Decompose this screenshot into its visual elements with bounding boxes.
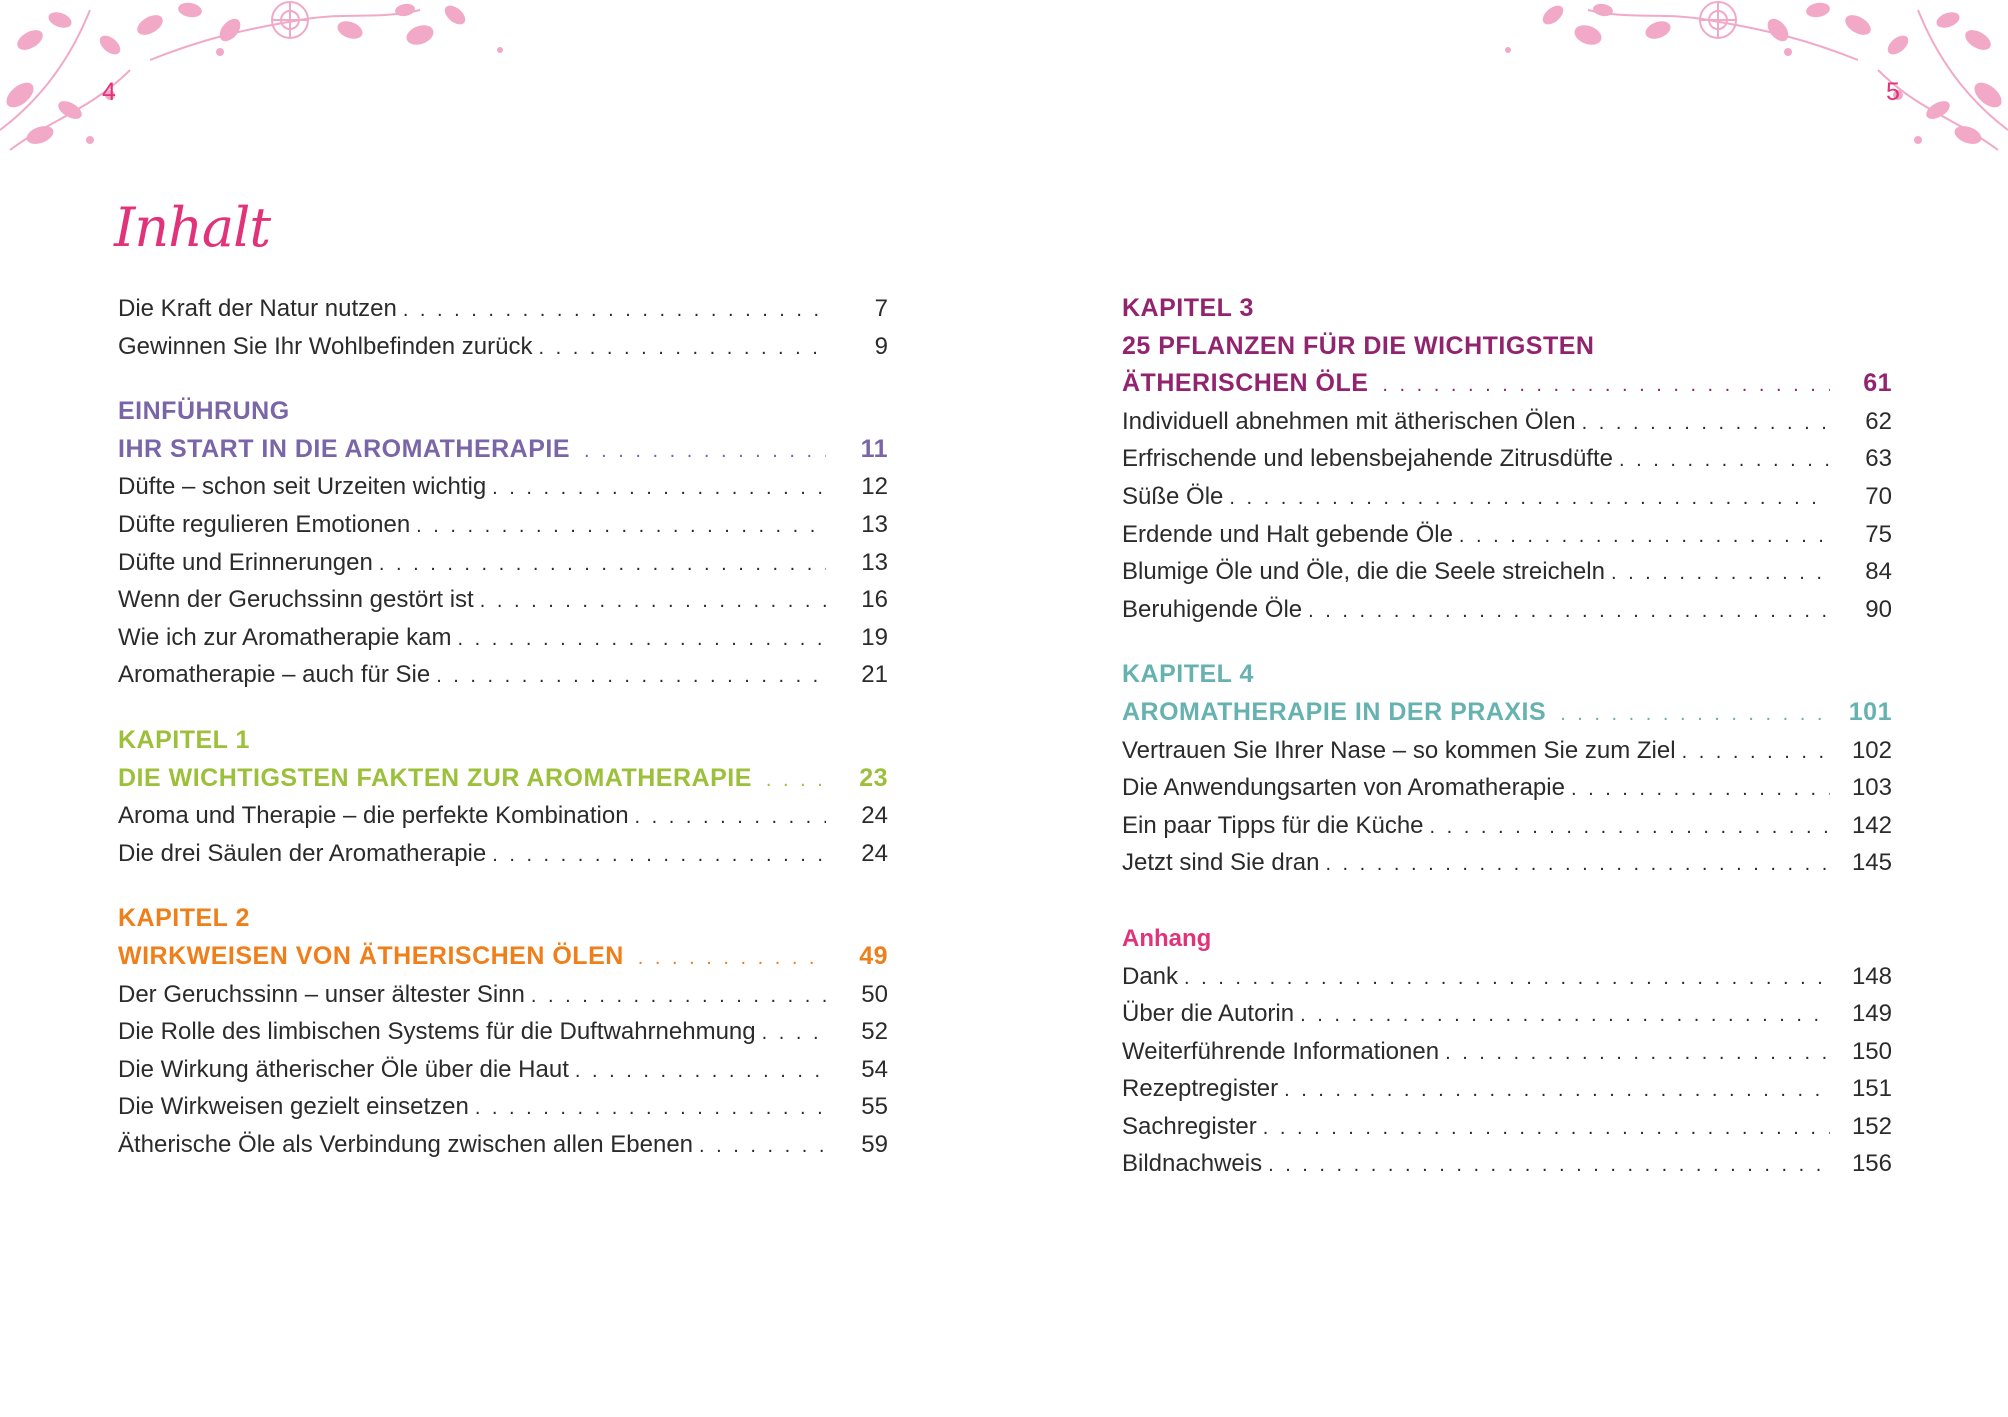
toc-entry-label: Die Wirkweisen gezielt einsetzen xyxy=(118,1093,469,1121)
toc-entry[interactable] xyxy=(1122,478,1892,516)
toc-entry[interactable] xyxy=(1122,403,1892,441)
section-page: 11 xyxy=(860,434,888,463)
section-heading-kapitel-4-title[interactable] xyxy=(1122,694,1892,732)
toc-entry-page: 152 xyxy=(1851,1112,1892,1140)
dot-leader xyxy=(584,433,826,471)
section-page: 49 xyxy=(859,941,888,970)
spacer xyxy=(118,694,888,722)
toc-entry[interactable] xyxy=(118,468,888,506)
toc-entry[interactable] xyxy=(1122,1033,1892,1071)
toc-entry[interactable] xyxy=(118,328,888,366)
toc-entry-label: Über die Autorin xyxy=(1122,1000,1295,1028)
toc-entry-label: Ätherische Öle als Verbindung zwischen allen Ebenen xyxy=(118,1130,694,1158)
toc-entry-page: 62 xyxy=(1865,407,1892,435)
toc-entry-label: Ein paar Tipps für die Küche xyxy=(1122,811,1424,839)
page-number: 5 xyxy=(1886,78,1900,106)
dot-leader xyxy=(492,837,826,875)
toc-entry[interactable] xyxy=(1122,769,1892,807)
section-heading-kapitel-2: KAPITEL 2 xyxy=(118,904,250,933)
toc-entry-label: Bildnachweis xyxy=(1122,1150,1263,1178)
toc-entry-page: 13 xyxy=(861,510,888,538)
section-heading-kapitel-1: KAPITEL 1 xyxy=(118,725,250,754)
floral-ornament-icon xyxy=(1468,0,2008,160)
dot-leader xyxy=(1229,480,1830,518)
toc-entry-label: Sachregister xyxy=(1122,1112,1257,1140)
toc-entry-label: Jetzt sind Sie dran xyxy=(1122,849,1320,877)
dot-leader xyxy=(1300,997,1830,1035)
toc-entry-label: Erfrischende und lebensbejahende Zitrusdüfte xyxy=(1122,445,1613,473)
dot-leader xyxy=(1430,809,1830,847)
dot-leader xyxy=(480,583,826,621)
toc-entry[interactable] xyxy=(118,581,888,619)
toc-entry-page: 13 xyxy=(861,548,888,576)
toc-entry-label: Düfte – schon seit Urzeiten wichtig xyxy=(118,473,487,501)
section-heading-einfuehrung: EINFÜHRUNG xyxy=(118,397,290,426)
toc-entry[interactable] xyxy=(1122,958,1892,996)
section-heading-kapitel-3: KAPITEL 3 xyxy=(1122,294,1254,322)
floral-ornament-icon xyxy=(0,0,540,160)
toc-entry-page: 54 xyxy=(861,1055,888,1083)
toc-entry[interactable] xyxy=(1122,591,1892,629)
toc-entry-label: Die Kraft der Natur nutzen xyxy=(118,295,397,322)
toc-entry-label: Düfte regulieren Emotionen xyxy=(118,510,411,538)
section-heading-kapitel-4: KAPITEL 4 xyxy=(1122,660,1254,689)
dot-leader xyxy=(379,546,826,584)
toc-entry-page: 63 xyxy=(1865,445,1892,473)
toc-entry-page: 75 xyxy=(1865,520,1892,548)
toc-entry-page: 151 xyxy=(1851,1075,1892,1103)
toc-entry[interactable] xyxy=(118,544,888,582)
section-title-label: IHR START IN DIE AROMATHERAPIE xyxy=(118,434,571,463)
dot-leader xyxy=(457,621,826,659)
page-number: 4 xyxy=(102,78,116,106)
toc-entry[interactable] xyxy=(118,835,888,873)
toc-entry-page: 149 xyxy=(1851,1000,1892,1028)
dot-leader xyxy=(1445,1035,1830,1073)
toc-entry-page: 145 xyxy=(1851,849,1892,877)
section-page: 61 xyxy=(1863,369,1892,398)
toc-entry-label: Aroma und Therapie – die perfekte Kombination xyxy=(118,802,629,830)
toc-entry-page: 103 xyxy=(1851,774,1892,802)
toc-entry-page: 12 xyxy=(861,473,888,501)
toc-entry-label: Rezeptregister xyxy=(1122,1075,1279,1103)
toc-entry-label: Dank xyxy=(1122,962,1179,990)
toc-entry-label: Wie ich zur Aromatherapie kam xyxy=(118,623,452,651)
toc-entry[interactable] xyxy=(1122,807,1892,845)
dot-leader xyxy=(1571,771,1830,809)
dot-leader xyxy=(416,508,826,546)
toc-entry[interactable] xyxy=(1122,553,1892,591)
dot-leader xyxy=(766,762,826,800)
toc-entry[interactable] xyxy=(118,1051,888,1089)
toc-entry-label: Der Geruchssinn – unser ältester Sinn xyxy=(118,980,525,1008)
page-title: Inhalt xyxy=(114,196,271,259)
toc-entry-page: 150 xyxy=(1851,1037,1892,1065)
toc-entry-label: Aromatherapie – auch für Sie xyxy=(118,661,431,689)
toc-entry-label: Vertrauen Sie Ihrer Nase – so kommen Sie zum Ziel xyxy=(1122,736,1676,764)
toc-entry[interactable] xyxy=(1122,1070,1892,1108)
dot-leader xyxy=(1263,1110,1830,1148)
section-title-label: AROMATHERAPIE IN DER PRAXIS xyxy=(1122,697,1547,726)
dot-leader xyxy=(1382,367,1830,405)
dot-leader xyxy=(1284,1072,1830,1110)
toc-entry-page: 59 xyxy=(861,1130,888,1158)
toc-entry-label: Die drei Säulen der Aromatherapie xyxy=(118,839,487,867)
dot-leader xyxy=(1682,734,1830,772)
toc-entry-page: 84 xyxy=(1865,558,1892,586)
dot-leader xyxy=(762,1015,826,1053)
dot-leader xyxy=(531,978,826,1016)
toc-right xyxy=(1122,290,1892,1183)
toc-entry-label: Düfte und Erinnerungen xyxy=(118,548,373,576)
dot-leader xyxy=(1308,593,1830,631)
toc-entry-page: 19 xyxy=(861,623,888,651)
section-heading-kapitel-3-title-line: 25 PFLANZEN FÜR DIE WICHTIGSTEN xyxy=(1122,331,1595,360)
dot-leader xyxy=(492,470,826,508)
toc-entry-page: 90 xyxy=(1865,595,1892,623)
section-heading-kapitel-1-title[interactable] xyxy=(118,760,888,798)
toc-entry-page: 50 xyxy=(861,980,888,1008)
toc-entry[interactable] xyxy=(1122,440,1892,478)
dot-leader xyxy=(638,940,826,978)
dot-leader xyxy=(699,1128,826,1166)
dot-leader xyxy=(1582,405,1830,443)
section-heading-kapitel-2-title[interactable] xyxy=(118,938,888,976)
dot-leader xyxy=(1268,1147,1830,1185)
toc-entry-label: Die Rolle des limbischen Systems für die Duftwahrnehmung xyxy=(118,1018,756,1046)
toc-entry-page: 7 xyxy=(874,295,888,322)
toc-entry-label: Wenn der Geruchssinn gestört ist xyxy=(118,586,474,614)
toc-entry-page: 156 xyxy=(1851,1150,1892,1178)
toc-entry[interactable] xyxy=(118,976,888,1014)
section-page: 101 xyxy=(1848,697,1892,726)
toc-entry-page: 24 xyxy=(861,839,888,867)
toc-entry-label: Blumige Öle und Öle, die die Seele streicheln xyxy=(1122,558,1605,586)
toc-entry[interactable] xyxy=(118,1088,888,1126)
section-title-label: DIE WICHTIGSTEN FAKTEN ZUR AROMATHERAPIE xyxy=(118,763,752,792)
toc-entry[interactable] xyxy=(118,1013,888,1051)
spacer xyxy=(118,872,888,900)
toc-entry[interactable] xyxy=(118,656,888,694)
toc-entry[interactable] xyxy=(1122,844,1892,882)
toc-entry-label: Süße Öle xyxy=(1122,482,1224,510)
dot-leader xyxy=(1611,555,1830,593)
dot-leader xyxy=(1325,846,1830,884)
toc-entry-label: Beruhigende Öle xyxy=(1122,595,1303,623)
dot-leader xyxy=(1184,960,1830,998)
dot-leader xyxy=(1619,442,1830,480)
toc-entry[interactable] xyxy=(1122,995,1892,1033)
toc-entry[interactable] xyxy=(118,290,888,328)
section-title-label: ÄTHERISCHEN ÖLE xyxy=(1122,369,1369,398)
toc-entry-label: Weiterführende Informationen xyxy=(1122,1037,1440,1065)
dot-leader xyxy=(1459,518,1830,556)
toc-entry[interactable] xyxy=(1122,732,1892,770)
dot-leader xyxy=(1560,696,1830,734)
section-heading-kapitel-3-title[interactable] xyxy=(1122,365,1892,403)
dot-leader xyxy=(475,1090,826,1128)
toc-entry[interactable] xyxy=(118,619,888,657)
toc-entry[interactable] xyxy=(1122,1108,1892,1146)
toc-entry-label: Die Wirkung ätherischer Öle über die Haut xyxy=(118,1055,569,1083)
toc-entry[interactable] xyxy=(1122,1145,1892,1183)
spacer xyxy=(118,365,888,393)
toc-entry[interactable] xyxy=(118,1126,888,1164)
dot-leader xyxy=(538,330,826,368)
toc-entry[interactable] xyxy=(118,506,888,544)
toc-entry-page: 102 xyxy=(1851,736,1892,764)
toc-entry-page: 55 xyxy=(861,1093,888,1121)
section-page: 23 xyxy=(859,763,888,792)
spacer xyxy=(1122,882,1892,920)
toc-entry[interactable] xyxy=(118,797,888,835)
toc-entry-page: 21 xyxy=(861,661,888,689)
toc-entry-page: 70 xyxy=(1865,482,1892,510)
toc-entry-label: Erdende und Halt gebende Öle xyxy=(1122,520,1453,548)
toc-entry-page: 52 xyxy=(861,1018,888,1046)
toc-entry-label: Individuell abnehmen mit ätherischen Ölen xyxy=(1122,407,1576,435)
section-heading-anhang: Anhang xyxy=(1122,924,1212,952)
dot-leader xyxy=(436,658,826,696)
toc-entry[interactable] xyxy=(1122,516,1892,554)
section-title-label: WIRKWEISEN VON ÄTHERISCHEN ÖLEN xyxy=(118,941,624,970)
dot-leader xyxy=(403,292,826,330)
toc-entry-page: 148 xyxy=(1851,962,1892,990)
toc-entry-label: Die Anwendungsarten von Aromatherapie xyxy=(1122,774,1565,802)
toc-entry-page: 9 xyxy=(874,332,888,360)
dot-leader xyxy=(635,799,826,837)
section-heading-einfuehrung-title[interactable] xyxy=(118,431,888,469)
toc-entry-page: 16 xyxy=(861,586,888,614)
toc-entry-label: Gewinnen Sie Ihr Wohlbefinden zurück xyxy=(118,332,533,360)
toc-left xyxy=(118,290,888,1163)
toc-entry-page: 142 xyxy=(1851,811,1892,839)
spacer xyxy=(1122,628,1892,656)
right-page xyxy=(1004,0,2008,1417)
dot-leader xyxy=(575,1053,826,1091)
toc-entry-page: 24 xyxy=(861,802,888,830)
